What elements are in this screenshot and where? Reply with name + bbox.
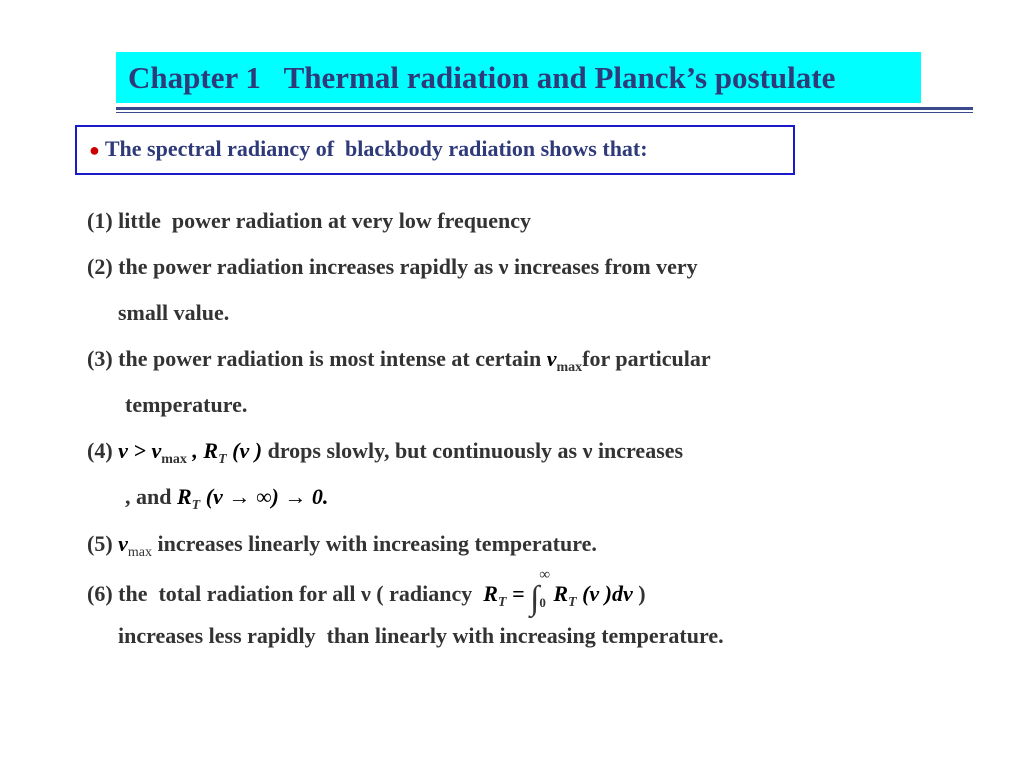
item-1: (1) little power radiation at very low frequency: [87, 208, 531, 233]
item-6-line-2: increases less rapidly than linearly with increasing temperature.: [118, 623, 724, 648]
limit-expression: (ν → ∞) → 0.: [200, 484, 329, 509]
intro-box: [75, 125, 795, 175]
radiancy-argument: (ν ): [226, 438, 263, 463]
item-3-post: for particular: [582, 346, 711, 371]
radiancy-R: R: [553, 581, 569, 606]
item-2-line-1: (2) the power radiation increases rapidly as ν increases from very: [87, 254, 698, 279]
equals-sign: =: [506, 581, 531, 606]
title-banner: [116, 52, 921, 103]
item-6-pre: (6) the total radiation for all ν ( radiancy: [87, 581, 484, 606]
item-4-post: drops slowly, but continuously as ν increases: [262, 438, 684, 463]
item-5-pre: (5): [87, 531, 119, 556]
nu-symbol: ν: [118, 531, 128, 556]
radiancy-R: R: [176, 484, 192, 509]
item-5-post: increases linearly with increasing temperature.: [152, 531, 597, 556]
close-paren: ): [632, 581, 646, 606]
max-subscript: max: [127, 545, 153, 560]
item-5: [87, 531, 597, 561]
page-title: Chapter 1 Thermal radiation and Planck’s postulate: [128, 60, 836, 95]
item-3-line-1: [87, 346, 711, 376]
integral-sign: ∫: [530, 580, 540, 617]
lower-limit: 0: [539, 595, 546, 610]
temperature-subscript: T: [218, 452, 227, 467]
comma: ,: [186, 438, 204, 463]
nu-symbol: ν: [118, 438, 128, 463]
item-3-line-2: temperature.: [125, 392, 248, 417]
title-rule-thick: [116, 107, 973, 110]
integral-limits: [539, 567, 553, 610]
item-2-line-2: small value.: [118, 300, 230, 325]
nu-symbol: ν: [151, 438, 162, 463]
item-4-line-2: [125, 484, 328, 514]
item-3-pre: (3) the power radiation is most intense at certain: [87, 346, 547, 371]
nu-symbol: ν: [546, 346, 557, 371]
item-4-line-1: [87, 438, 683, 468]
temperature-subscript: T: [191, 498, 201, 513]
item-6-line-1: [87, 567, 646, 618]
temperature-subscript: T: [568, 595, 577, 610]
intro-text: The spectral radiancy of blackbody radiation shows that:: [104, 136, 648, 161]
item-4-pre: (4): [87, 438, 119, 463]
item-4-and: , and: [125, 484, 177, 509]
bullet-icon: ●: [89, 140, 100, 160]
title-rule-thin: [116, 112, 973, 113]
max-subscript: max: [161, 452, 187, 467]
intro-line: [89, 136, 648, 162]
max-subscript: max: [556, 360, 583, 375]
integrand: (ν )dν: [576, 581, 633, 606]
temperature-subscript: T: [497, 595, 507, 610]
radiancy-R: R: [483, 581, 498, 606]
upper-limit: ∞: [539, 567, 551, 583]
radiancy-R: R: [203, 438, 219, 463]
greater-than: >: [127, 438, 152, 463]
